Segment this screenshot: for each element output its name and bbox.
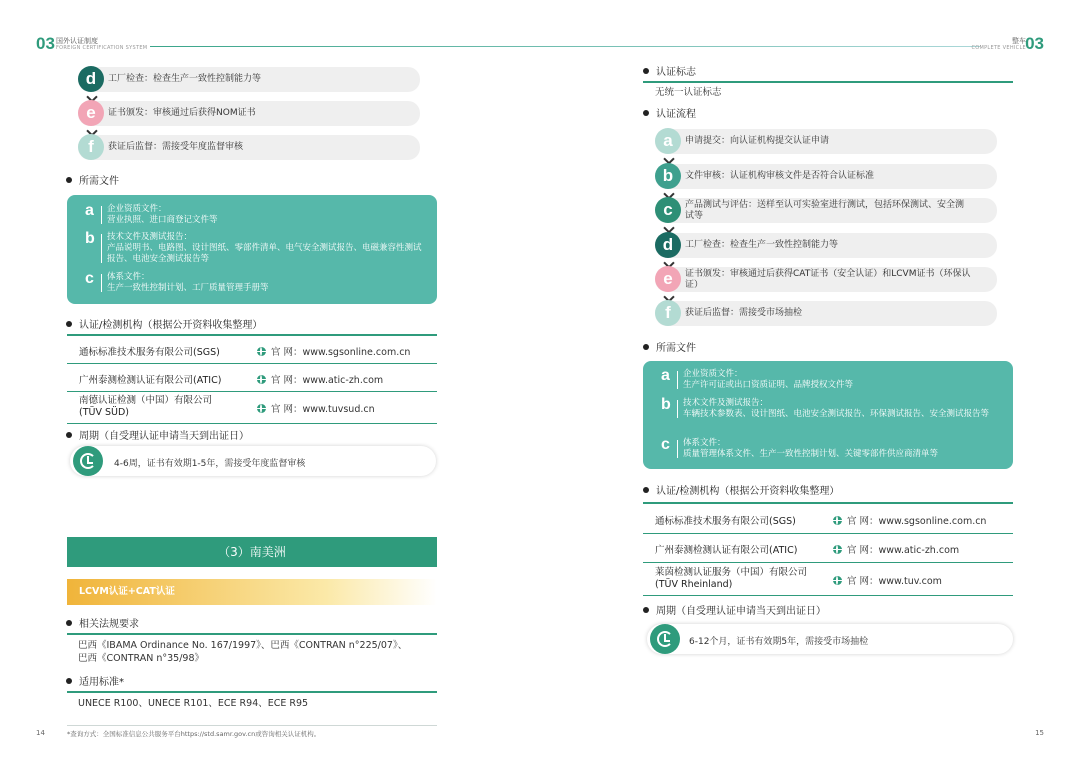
- docs-box: [67, 195, 437, 304]
- process-step-e: [655, 267, 997, 292]
- step-letter-e: e: [78, 100, 104, 126]
- header-left-en: FOREIGN CERTIFICATION SYSTEM: [56, 45, 148, 51]
- doc-title: 技术文件及测试报告：: [107, 232, 193, 242]
- step-letter-d: d: [78, 66, 104, 92]
- doc-title: 企业资质文件：: [107, 204, 167, 214]
- org-name-block: [79, 395, 212, 419]
- standards-rule: [67, 691, 437, 693]
- process-step-b: [655, 164, 997, 189]
- footer-rule: [67, 725, 437, 726]
- page-number-right: 15: [1035, 729, 1044, 737]
- law-rule: [67, 633, 437, 635]
- docs-heading-text: 所需文件: [79, 176, 119, 187]
- org-row: [643, 534, 1013, 563]
- step-text: [655, 198, 997, 223]
- process-step-f: [655, 301, 997, 326]
- doc-body: 生产许可证或出口资质证明、品牌授权文件等: [683, 380, 854, 390]
- period-heading-text: 周期（自受理认证申请当天到出证日）: [79, 431, 249, 442]
- doc-body: 营业执照、进口商登记文件等: [107, 215, 218, 225]
- step-text: 工厂检查：检查生产一致性控制能力等: [78, 67, 420, 92]
- law-heading: [66, 618, 139, 632]
- flow-heading-text: 认证流程: [656, 109, 696, 120]
- doc-letter: a: [661, 367, 670, 384]
- doc-body: 车辆技术参数表、设计图纸、电池安全测试报告、环保测试报告、安全测试报告等: [683, 409, 990, 419]
- step-text: 工厂检查：检查生产一致性控制能力等: [655, 233, 997, 258]
- org-table: [643, 502, 1013, 596]
- docs-heading-text: 所需文件: [656, 343, 696, 354]
- org-row: [67, 392, 437, 424]
- org-name: 广州泰测检测认证有限公司(ATIC): [655, 545, 798, 556]
- law-text-line-1: 巴西《IBAMA Ordinance No. 167/1997》、巴西《CONTRAN n°225/07》、: [78, 640, 408, 651]
- section-number-right: 03: [1025, 34, 1044, 53]
- org-website[interactable]: [257, 344, 410, 358]
- org-name: 南德认证检测（中国）有限公司: [79, 395, 213, 406]
- period-text: 6-12个月，证书有效期5年，需接受市场抽检: [689, 637, 869, 647]
- org-row: [67, 364, 437, 392]
- period-heading: [66, 430, 249, 444]
- header-right-cn: 整车: [1012, 37, 1026, 45]
- org-name: 通标标准技术服务有限公司(SGS): [79, 347, 220, 358]
- step-text-line-1: 产品测试与评估：送样至认可实验室进行测试，包括环保测试、安全测: [685, 200, 965, 210]
- org-name: 莱茵检测认证服务（中国）有限公司: [655, 567, 808, 578]
- doc-title: 体系文件：: [107, 272, 150, 282]
- step-letter-a: a: [655, 128, 681, 154]
- step-text-line-1: 证书颁发：审核通过后获得CAT证书（安全认证）和LCVM证书（环保认: [685, 269, 971, 279]
- doc-body: 质量管理体系文件、生产一致性控制计划、关键零部件供应商清单等: [683, 449, 939, 459]
- clock-icon: [73, 446, 103, 476]
- step-letter-f: f: [78, 134, 104, 160]
- org-heading: [66, 319, 262, 333]
- period-box: [70, 446, 436, 476]
- org-website[interactable]: [257, 401, 375, 415]
- period-heading: [643, 605, 826, 619]
- header-rule: [150, 46, 980, 47]
- mark-heading-text: 认证标志: [656, 67, 696, 78]
- page-number-left: 14: [36, 729, 45, 737]
- org-website-text: 官 网：www.sgsonline.com.cn: [271, 347, 411, 358]
- org-website[interactable]: [833, 542, 959, 556]
- header-left-cn: 国外认证制度: [56, 37, 98, 45]
- doc-item-b: [85, 232, 423, 265]
- step-text: 文件审核：认证机构审核文件是否符合认证标准: [655, 164, 997, 189]
- doc-letter: b: [85, 230, 95, 247]
- process-step-d: [655, 233, 997, 258]
- doc-item-b: [661, 398, 999, 420]
- process-step-d: [78, 67, 420, 92]
- org-row: [67, 336, 437, 364]
- process-step-e: [78, 101, 420, 126]
- step-letter-e: e: [655, 266, 681, 292]
- step-text: [655, 267, 997, 292]
- doc-body: 产品说明书、电路图、设计图纸、零部件清单、电气安全测试报告、电磁兼容性测试报告、电池安全测试报告等: [107, 243, 422, 264]
- footnote: *查询方式：全国标准信息公共服务平台https://std.samr.gov.cn或咨询相关认证机构。: [67, 730, 321, 738]
- org-name: 广州泰测检测认证有限公司(ATIC): [79, 375, 222, 386]
- step-text-line-2: 证）: [685, 280, 704, 290]
- cert-type-bar: LCVM认证+CAT认证: [67, 579, 437, 605]
- doc-title: 技术文件及测试报告：: [683, 398, 769, 408]
- doc-item-a: [661, 369, 999, 391]
- docs-box: [643, 361, 1013, 469]
- org-name-en: (TÜV SÜD): [79, 407, 129, 418]
- doc-item-c: [661, 438, 999, 460]
- doc-letter: c: [85, 270, 94, 287]
- law-heading-text: 相关法规要求: [79, 619, 139, 630]
- org-row: [643, 504, 1013, 534]
- doc-title: 企业资质文件：: [683, 369, 743, 379]
- step-text: 申请提交：向认证机构提交认证申请: [655, 129, 997, 154]
- step-text: 获证后监督：需接受市场抽检: [655, 301, 997, 326]
- step-letter-c: c: [655, 197, 681, 223]
- globe-icon: [833, 545, 842, 554]
- doc-item-c: [85, 272, 423, 294]
- standards-text: UNECE R100、UNECE R101、ECE R94、ECE R95: [78, 698, 309, 709]
- globe-icon: [833, 576, 842, 585]
- step-letter-b: b: [655, 163, 681, 189]
- doc-letter: b: [661, 396, 671, 413]
- step-text: 获证后监督：需接受年度监督审核: [78, 135, 420, 160]
- header-right-en: COMPLETE VEHICLE: [971, 45, 1026, 51]
- doc-letter: a: [85, 202, 94, 219]
- doc-item-a: [85, 204, 423, 226]
- standards-heading: [66, 676, 124, 690]
- step-text: 证书颁发：审核通过后获得NOM证书: [78, 101, 420, 126]
- globe-icon: [257, 375, 266, 384]
- org-name-block: [655, 567, 807, 591]
- period-heading-text: 周期（自受理认证申请当天到出证日）: [656, 606, 826, 617]
- doc-body: 生产一致性控制计划、工厂质量管理手册等: [107, 283, 269, 293]
- org-row: [643, 563, 1013, 596]
- process-step-a: [655, 129, 997, 154]
- law-text-line-2: 巴西《CONTRAN n°35/98》: [78, 653, 205, 664]
- org-website-text: 官 网：www.tuvsud.cn: [271, 404, 375, 415]
- mark-rule: [643, 81, 1013, 83]
- step-letter-d: d: [655, 232, 681, 258]
- org-website[interactable]: [257, 372, 383, 386]
- law-text: [78, 639, 407, 665]
- step-letter-f: f: [655, 300, 681, 326]
- header-right-title: [971, 37, 1026, 52]
- doc-letter: c: [661, 436, 670, 453]
- globe-icon: [257, 404, 266, 413]
- flow-heading: [643, 108, 696, 122]
- step-text-line-2: 试等: [685, 211, 704, 221]
- standards-heading-text: 适用标准*: [79, 677, 124, 688]
- process-step-c: [655, 198, 997, 223]
- region-title: （3）南美洲: [67, 537, 437, 567]
- globe-icon: [833, 516, 842, 525]
- period-text: 4-6周，证书有效期1-5年，需接受年度监督审核: [114, 459, 306, 469]
- org-website-text: 官 网：www.atic-zh.com: [271, 375, 384, 386]
- org-heading-text: 认证/检测机构（根据公开资料收集整理）: [79, 320, 263, 331]
- doc-title: 体系文件：: [683, 438, 726, 448]
- org-heading-text: 认证/检测机构（根据公开资料收集整理）: [656, 486, 840, 497]
- org-website[interactable]: [833, 573, 942, 587]
- globe-icon: [257, 347, 266, 356]
- period-box: [647, 624, 1013, 654]
- mark-text: 无统一认证标志: [655, 87, 722, 98]
- org-name: 通标标准技术服务有限公司(SGS): [655, 516, 796, 527]
- mark-heading: [643, 66, 696, 80]
- org-website-text: 官 网：www.sgsonline.com.cn: [847, 516, 987, 527]
- org-website-text: 官 网：www.tuv.com: [847, 576, 942, 587]
- org-name-en: (TÜV Rheinland): [655, 579, 733, 590]
- process-step-f: [78, 135, 420, 160]
- section-number-left: 03: [36, 34, 55, 53]
- org-website[interactable]: [833, 513, 986, 527]
- org-heading: [643, 485, 839, 499]
- clock-icon: [650, 624, 680, 654]
- org-table: [67, 334, 437, 424]
- header-left-title: [56, 37, 147, 52]
- org-website-text: 官 网：www.atic-zh.com: [847, 545, 960, 556]
- docs-heading: [643, 342, 696, 356]
- docs-heading: [66, 175, 119, 189]
